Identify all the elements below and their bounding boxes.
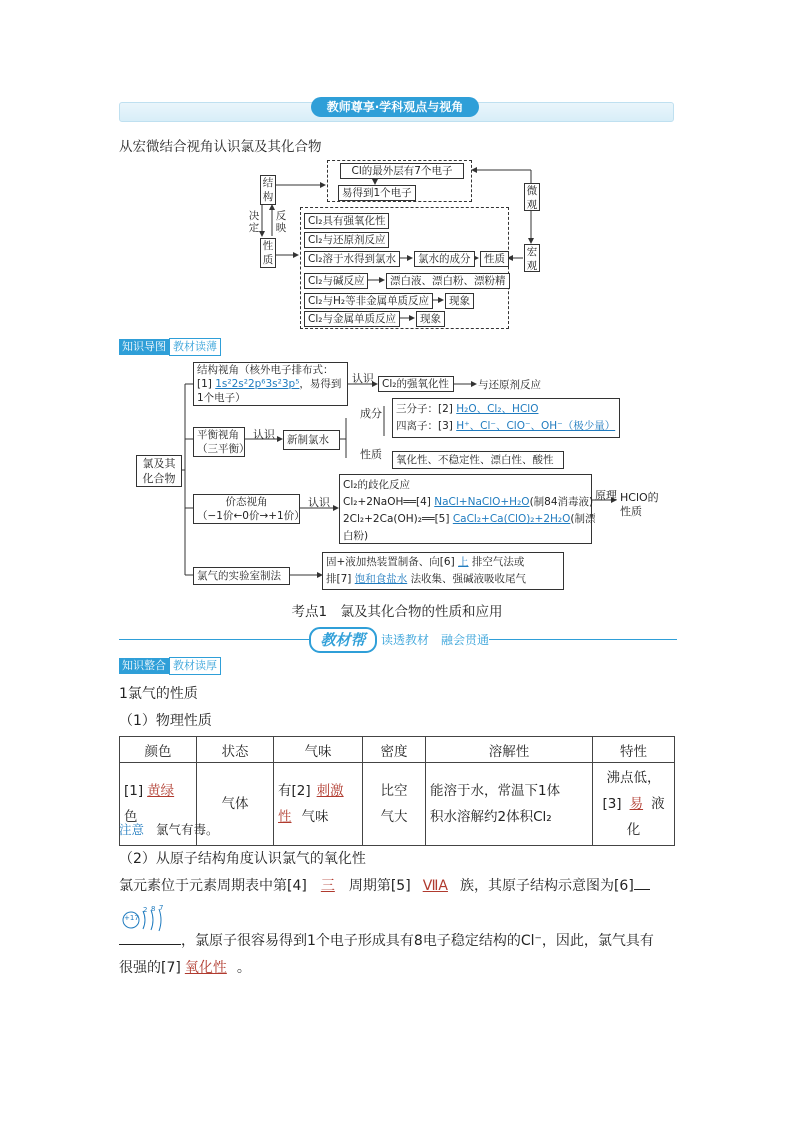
th-density: 密度 (363, 737, 426, 763)
p5b-box: 现象 (445, 293, 474, 309)
th-color: 颜色 (120, 737, 197, 763)
note-line (119, 820, 219, 838)
banner-title: 教师尊享·学科观点与视角 (311, 97, 479, 117)
composition-label: 成分 (360, 407, 382, 420)
p6b-box: 现象 (416, 311, 445, 327)
oxidation-box: Cl₂的强氧化性 (378, 376, 454, 392)
outer-electron-box: Cl的最外层有7个电子 (340, 163, 464, 179)
subsection-1b: （2）从原子结构角度认识氯气的氧化性 (119, 851, 366, 867)
p5-box: Cl₂与H₂等非金属单质反应 (304, 293, 433, 309)
know-label-2: 认识 (253, 428, 275, 441)
paragraph-line-1: 氯元素位于元素周期表中第[4] 三 周期第[5] ⅦA 族，其原子结构示意图为[6] (119, 875, 650, 895)
th-special: 特性 (593, 737, 675, 763)
p4-box: Cl₂与碱反应 (304, 273, 368, 289)
td-color: [1] 黄绿 色 (120, 763, 197, 846)
lab-method-box: 氯气的实验室制法 (193, 567, 290, 585)
note-text: 氯气有毒。 (156, 822, 219, 837)
composition-box: 三分子：[2] H₂O、Cl₂、HClO 四离子：[3] H⁺、Cl⁻、ClO⁻、OH⁻（极少量） (392, 398, 620, 438)
banner2-slogan: 读透教材 融会贯通 (381, 633, 490, 647)
p4b-box: 漂白液、漂白粉、漂粉精 (386, 273, 510, 289)
shell-3: 7 (159, 904, 164, 912)
chlorine-water-box: 新制氯水 (283, 430, 340, 450)
balance-view-box: 平衡视角 （三平衡） (193, 427, 245, 457)
shell-2: 8 (151, 905, 156, 913)
th-solubility: 溶解性 (426, 737, 593, 763)
p1-box: Cl₂具有强氧化性 (304, 213, 389, 229)
tag-knowledge-integration: 知识整合 教材读厚 (119, 657, 221, 675)
reflect-label: 反 映 (275, 210, 287, 234)
p3-box: Cl₂溶于水得到氯水 (304, 251, 400, 267)
th-state: 状态 (197, 737, 274, 763)
macro-box: 宏 观 (524, 244, 540, 272)
td-special: 沸点低， [3] 易 液化 (593, 763, 675, 846)
micro-box: 微 观 (524, 183, 540, 211)
know-label-3: 认识 (308, 496, 330, 509)
p6-box: Cl₂与金属单质反应 (304, 311, 400, 327)
subsection-1a: （1）物理性质 (119, 713, 212, 729)
banner-textbook (119, 627, 677, 653)
td-solubility: 能溶于水，常温下1体 积水溶解约2体积Cl₂ (426, 763, 593, 846)
lab-detail-box: 固+液加热装置制备、向[6] 上 排空气法或 排[7] 饱和食盐水 法收集、强碱液吸收尾气 (322, 552, 564, 590)
disproportionation-box: Cl₂的歧化反应 Cl₂+2NaOH══[4] NaCl+NaClO+H₂O(制84消毒液) 2Cl₂+2Ca(OH)₂══[5] CaCl₂+Ca(ClO)₂+2H₂O(制漂 白粉) (339, 474, 592, 544)
structure-view-box: 结构视角（核外电子排布式： [1] 1s²2s²2p⁶3s²3p⁵，易得到 1个电子） (193, 362, 348, 406)
shell-1: 2 (143, 906, 148, 914)
section-title: 从宏微结合视角认识氯及其化合物 (119, 139, 322, 155)
paragraph-line-3: 很强的[7] 氧化性 。 (119, 960, 251, 976)
td-odor: 有[2] 刺激 性 气味 (274, 763, 363, 846)
paragraph-line-2: ，氯原子很容易得到1个电子形成具有8电子稳定结构的Cl⁻，因此，氯气具有 (119, 930, 654, 950)
banner2-title: 教材帮 (309, 627, 377, 653)
td-state: 气体 (197, 763, 274, 846)
note-label: 注意 (119, 822, 145, 837)
decide-label: 决 定 (248, 210, 260, 234)
property-label: 性质 (360, 448, 382, 461)
principle-label: 原理 (595, 489, 617, 502)
th-odor: 气味 (274, 737, 363, 763)
tag-knowledge-map: 知识导图 教材读薄 (119, 338, 221, 356)
valence-view-box: 价态视角 （−1价←0价→+1价） (193, 494, 300, 524)
property-list-box: 氧化性、不稳定性、漂白性、酸性 (392, 451, 564, 469)
structure-box: 结 构 (260, 175, 276, 205)
property-box: 性 质 (260, 238, 276, 268)
reductant-text: 与还原剂反应 (478, 379, 541, 391)
hclo-property: HClO的 性质 (620, 491, 659, 518)
know-label-1: 认识 (352, 372, 374, 385)
td-density: 比空 气大 (363, 763, 426, 846)
root-box: 氯及其化合物 (136, 455, 182, 487)
exam-point-heading: 考点1 氯及其化合物的性质和应用 (291, 604, 503, 620)
p3c-box: 性质 (480, 251, 509, 267)
nucleus-label: +17 (124, 914, 139, 922)
p3b-box: 氯水的成分 (414, 251, 475, 267)
gain-electron-box: 易得到1个电子 (338, 185, 416, 201)
p2-box: Cl₂与还原剂反应 (304, 232, 389, 248)
subsection-1: 1氯气的性质 (119, 686, 198, 702)
